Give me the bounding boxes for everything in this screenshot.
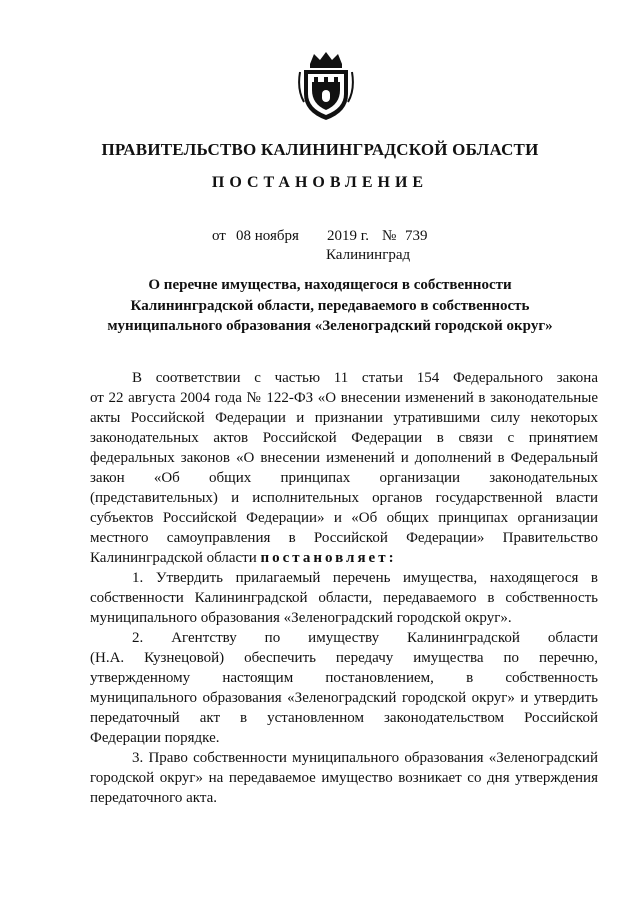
number-sign: № xyxy=(382,228,397,244)
kaliningrad-coat-of-arms-icon xyxy=(296,50,356,122)
subject-line: Калининградской области, передаваемого в собственность xyxy=(130,297,530,314)
subject-line: муниципального образования «Зеленоградский городской округ» xyxy=(107,318,553,334)
text-line: местного самоуправления в Российской Федерации» Правительство xyxy=(90,530,598,546)
text-line: закон «Об общих принципах организации законодательных xyxy=(90,470,598,486)
document-number: 739 xyxy=(405,228,428,244)
text-line: (Н.А. Кузнецовой) обеспечить передачу имущества по перечню, xyxy=(90,650,598,666)
text-line: утвержденному настоящим постановлением, в собственность xyxy=(90,670,598,686)
date-year: 2019 г. xyxy=(327,228,369,244)
text-fragment: Калининградской области xyxy=(90,550,257,566)
text-line: 3. Право собственности муниципального образования «Зеленоградский xyxy=(132,750,598,766)
text-line: В соответствии с частью 11 статьи 154 Федерального закона xyxy=(132,370,598,386)
text-line: субъектов Российской Федерации» и «Об общих принципах организации xyxy=(90,510,598,526)
text-line: городской округ» на передаваемое имущество возникает со дня утверждения xyxy=(90,770,598,786)
text-line: федеральных законов «О внесении изменений и дополнений в Федеральный xyxy=(90,450,598,466)
text-line: законодательных актов Российской Федерации в связи с принятием xyxy=(90,430,598,446)
text-line: муниципального образования «Зеленоградский городской округ» и утвердить xyxy=(90,690,598,706)
text-line: муниципального образования «Зеленоградский городской округ». xyxy=(90,610,512,626)
text-line: 1. Утвердить прилагаемый перечень имущества, находящегося в xyxy=(132,570,598,586)
subject-line: О перечне имущества, находящегося в собственности xyxy=(148,277,512,293)
text-line: 2. Агентству по имуществу Калининградской области xyxy=(132,630,598,646)
government-title: ПРАВИТЕЛЬСТВО КАЛИНИНГРАДСКОЙ ОБЛАСТИ xyxy=(101,140,539,159)
text-line xyxy=(90,548,598,568)
item-2-paragraph xyxy=(90,628,598,748)
decree-word: постановляет: xyxy=(260,550,397,566)
text-line: акты Российской Федерации и признании утратившими силу некоторых xyxy=(90,410,598,426)
city: Калининград xyxy=(326,247,411,263)
item-1-paragraph xyxy=(90,568,598,628)
text-line: собственности Калининградской области, передаваемого в собственность xyxy=(90,590,598,606)
text-line: от 22 августа 2004 года № 122-ФЗ «О внесении изменений в законодательные xyxy=(90,390,598,406)
text-line: (представительных) и исполнительных органов государственной власти xyxy=(90,490,598,506)
date-day-month: 08 ноября xyxy=(236,228,299,244)
date-prefix: от xyxy=(212,228,226,244)
item-3-paragraph xyxy=(90,748,598,808)
document-subject xyxy=(100,275,560,337)
text-line: Федерации порядке. xyxy=(90,730,220,746)
preamble-paragraph xyxy=(90,368,598,568)
document-type: ПОСТАНОВЛЕНИЕ xyxy=(211,174,429,191)
text-line: передаточный акт в установленном законодательством Российской xyxy=(90,710,598,726)
text-line: передаточного акта. xyxy=(90,790,218,806)
